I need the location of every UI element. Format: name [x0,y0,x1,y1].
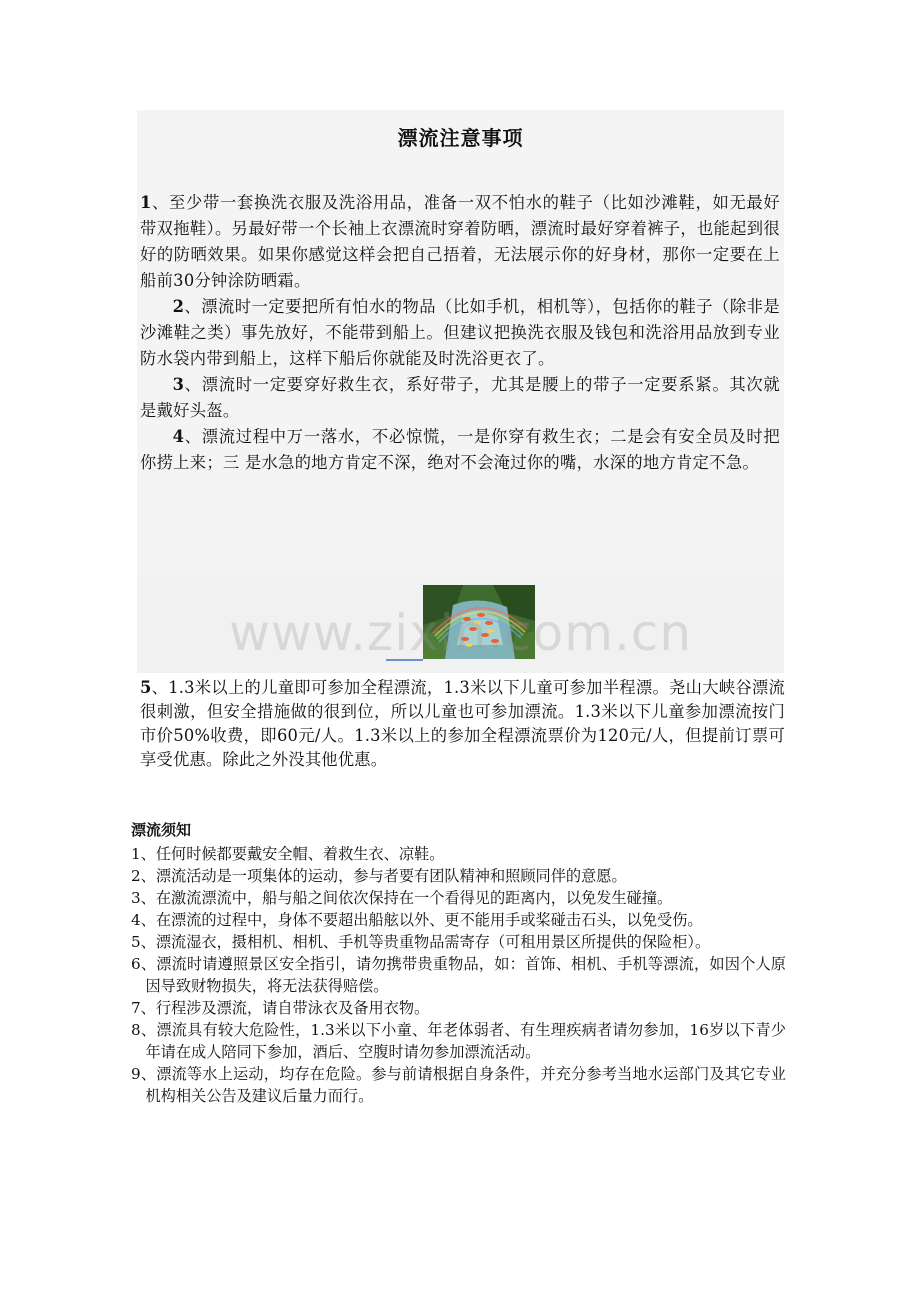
notice-item: 3、在激流漂流中，船与船之间依次保持在一个看得见的距离内，以免发生碰撞。 [131,889,673,907]
notice-item: 5、漂流湿衣，摄相机、相机、手机等贵重物品需寄存（可租用景区所提供的保险柜）。 [131,933,711,951]
tip-3-text: 、漂流时一定要穿好救生衣，系好带子，尤其是腰上的带子一定要系紧。其次就是戴好头盔。 [140,375,780,420]
notice-item: 7、行程涉及漂流，请自带泳衣及备用衣物。 [131,999,430,1017]
notice-item: 6、漂流时请遵照景区安全指引，请勿携带贵重物品，如：首饰、相机、手机等漂流，如因个人原因导致财物损失，将无法获得赔偿。 [131,955,786,995]
tip-5-number: 5 [140,678,152,697]
tips-section [140,190,780,476]
notice-item: 2、漂流活动是一项集体的运动，参与者要有团队精神和照顾同伴的意愿。 [131,867,627,885]
tip-4-text: 、漂流过程中万一落水，不必惊慌，一是你穿有救生衣；二是会有安全员及时把你捞上来；三 是水急的地方肯定不深，绝对不会淹过你的嘴，水深的地方肯定不急。 [140,427,780,472]
tip-1 [140,190,780,294]
tip-3 [140,372,780,424]
document-title: 漂流注意事项 [397,126,524,150]
notice-item: 8、漂流具有较大危险性，1.3米以下小童、年老体弱者、有生理疾病者请勿参加，16岁以下青少年请在成人陪同下参加，酒后、空腹时请勿参加漂流活动。 [131,1021,786,1061]
tip-2-text: 、漂流时一定要把所有怕水的物品（比如手机，相机等），包括你的鞋子（除非是沙滩鞋之类）事先放好，不能带到船上。但建议把换洗衣服及钱包和洗浴用品放到专业防水袋内带到船上，这样下船后你就能及时洗浴更衣了。 [140,297,780,368]
tip-4-number: 4 [172,427,185,446]
notice-item: 4、在漂流的过程中，身体不要超出船舷以外、更不能用手或桨碰击石头，以免受伤。 [131,911,703,929]
notice-list [131,843,786,1107]
tip-3-number: 3 [172,375,185,394]
notice-item: 9、漂流等水上运动，均存在危险。参与前请根据自身条件，并充分参考当地水运部门及其它专业机构相关公告及建议后量力而行。 [131,1065,786,1105]
rafting-photo [423,585,535,659]
watermark: www.zixin.com.cn [228,604,693,662]
tip-1-text: 、至少带一套换洗衣服及洗浴用品，准备一双不怕水的鞋子（比如沙滩鞋，如无最好带双拖鞋）。另最好带一个长袖上衣漂流时穿着防晒，漂流时最好穿着裤子，也能起到很好的防晒效果。如果你感觉这样会把自己捂着，无法展示你的好身材，那你一定要在上船前30分钟涂防晒霜。 [140,193,780,290]
photo-link-underline [386,659,423,661]
notice-item: 1、任何时候都要戴安全帽、着救生衣、凉鞋。 [131,845,445,863]
tip-2-number: 2 [172,297,185,316]
tip-4 [140,424,780,476]
tip-1-number: 1 [140,193,152,212]
tip-5 [140,676,785,772]
notice-title: 漂流须知 [131,821,192,839]
tip-2 [140,294,780,372]
tip-5-text: 、1.3米以上的儿童即可参加全程漂流，1.3米以下儿童可参加半程漂。尧山大峡谷漂流很刺激，但安全措施做的很到位，所以儿童也可参加漂流。1.3米以下儿童参加漂流按门市价50%收费，即60元/人。1.3米以上的参加全程漂流票价为120元/人，但提前订票可享受优惠。除此之外没其他优惠。 [140,678,785,769]
